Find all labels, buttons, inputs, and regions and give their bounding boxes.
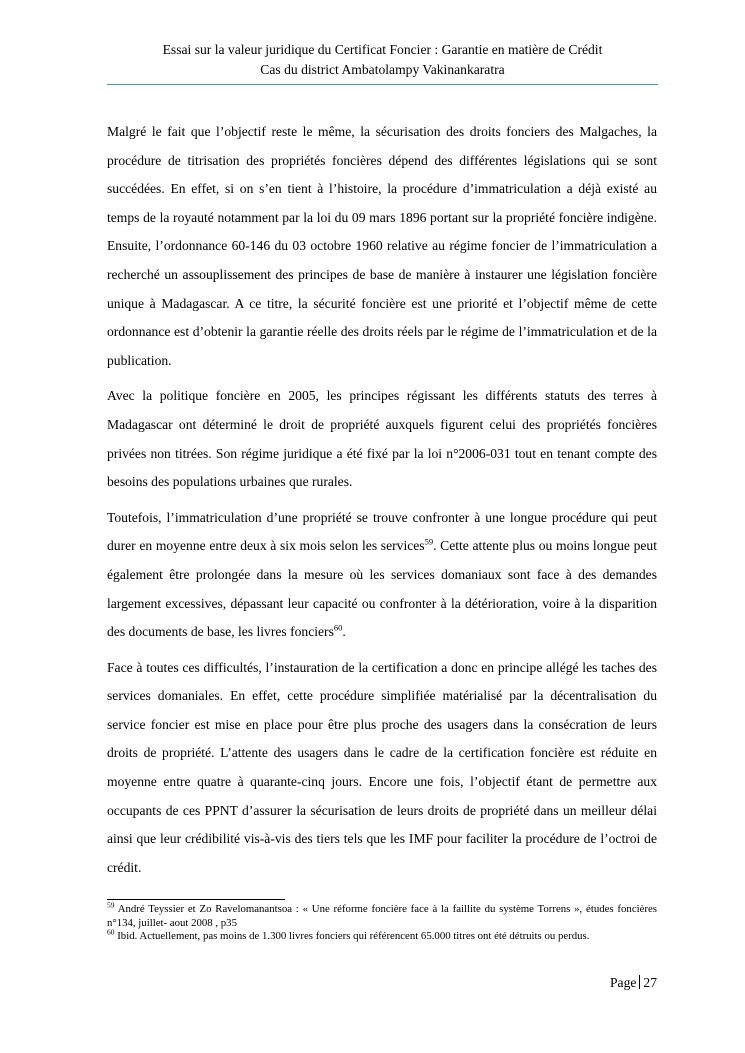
header-title: Essai sur la valeur juridique du Certificat Foncier : Garantie en matière de Crédit <box>162 42 603 57</box>
footnote-number: 59 <box>107 900 115 910</box>
footnote-number: 60 <box>107 927 115 937</box>
header-subtitle: Cas du district Ambatolampy Vakinankaratra <box>260 62 505 77</box>
page-number <box>610 975 657 991</box>
footnote-text: Ibid. Actuellement, pas moins de 1.300 livres fonciers qui référencent 65.000 titres ont été détruits ou perdus. <box>114 930 590 942</box>
paragraph-2: Avec la politique foncière en 2005, les principes régissant les différents statuts des terres à Madagascar ont déterminé le droit de propriété auxquels figurent celui des propriétés foncières privées non titrées. Son régime juridique a été fixé par la loi n°2006-031 tout en tenant compte des besoins des populations urbaines que rurales. <box>107 388 657 490</box>
paragraph-3-part-1: Toutefois, l’immatriculation d’une propriété se trouve confronter à une longue procédure qui peut durer en moyenne entre deux à six mois selon les services <box>107 509 657 554</box>
footnote-59 <box>107 900 657 930</box>
footnote-divider <box>107 899 285 900</box>
paragraph-1: Malgré le fait que l’objectif reste le même, la sécurisation des droits fonciers des Malgaches, la procédure de titrisation des propriétés foncières dépend des différentes législations qui se sont succédées. En effet, si on s’en tient à l’histoire, la procédure d’immatriculation a déjà existé au temps de la royauté notamment par la loi du 09 mars 1896 portant sur la propriété foncière indigène. Ensuite, l’ordonnance 60-146 du 03 octobre 1960 relative au régime foncier de l’immatriculation a recherché un assouplissement des principes de base de manière à instaurer une législation foncière unique à Madagascar. A ce titre, la sécurité foncière est une priorité et l’objectif même de cette ordonnance est d’obtenir la garantie réelle des droits réels par le régime de l’immatriculation et de la publication. <box>107 124 657 368</box>
footnote-ref-59[interactable]: 59 <box>424 536 434 547</box>
main-text <box>107 118 657 889</box>
paragraph-4: Face à toutes ces difficultés, l’instauration de la certification a donc en principe allégé les taches des services domaniales. En effet, cette procédure simplifiée matérialisé par la décentralisation du service foncier est mise en place pour être plus proche des usagers dans la consécration de leurs droits de propriété. L’attente des usagers dans le cadre de la certification foncière est réduite en moyenne entre quatre à quarante-cinq jours. Encore une fois, l’objectif étant de permettre aux occupants de ces PPNT d’assurer la sécurisation de leurs droits de propriété dans un meilleur délai ainsi que leur crédibilité vis-à-vis des tiers tels que les IMF pour faciliter la procédure de l’octroi de crédit. <box>107 659 657 875</box>
footnote-60 <box>107 927 657 944</box>
page-label: Page <box>609 975 637 990</box>
footnote-text: André Teyssier et Zo Ravelomanantsoa : « Une réforme foncière face à la faillite du système Torrens », études foncières n°134, juillet- aout 2008 , p35 <box>107 903 657 929</box>
header-divider <box>107 84 658 85</box>
page-number-value: 27 <box>643 975 657 990</box>
paragraph-3-part-2: . Cette attente plus ou moins longue peut également être prolongée dans la mesure où les services domaniaux sont face à des demandes largement excessives, dépassant leur capacité ou confronter à la détérioration, voire à la disparition des documents de base, les livres fonciers <box>107 538 657 640</box>
paragraph-3-part-3: . <box>342 624 346 640</box>
footnotes <box>107 900 657 944</box>
page-separator <box>639 975 640 989</box>
footnote-ref-60[interactable]: 60 <box>333 622 343 633</box>
paragraph-3 <box>107 504 657 647</box>
running-header <box>107 40 658 80</box>
